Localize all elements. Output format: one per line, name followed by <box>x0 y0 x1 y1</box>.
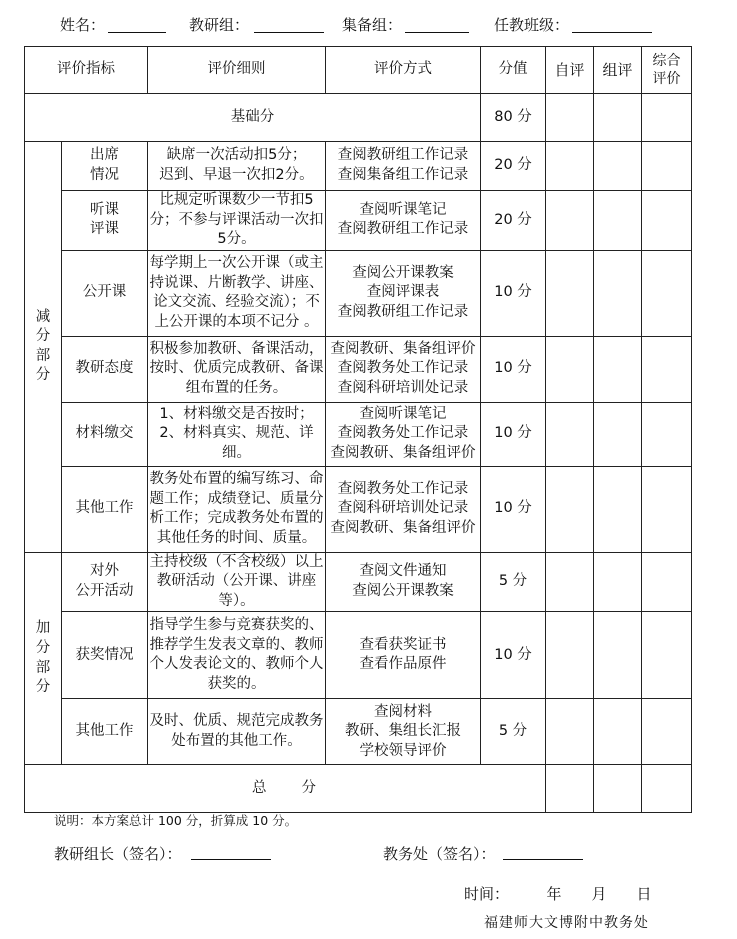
col-detail: 评价细则 <box>148 47 326 94</box>
table-row <box>25 612 692 699</box>
group-eval-cell[interactable] <box>594 142 642 191</box>
indicator: 听课 评课 <box>62 191 148 251</box>
detail: 指导学生参与竞赛获奖的、推荐学生发表文章的、教师个人发表论文的、教师个人获奖的。 <box>148 612 326 699</box>
detail: 比规定听课数少一节扣5分；不参与评课活动一次扣5分。 <box>148 191 326 251</box>
indicator: 教研态度 <box>62 336 148 402</box>
score: 5 分 <box>481 552 546 612</box>
col-overall: 综合 评价 <box>642 47 692 94</box>
group-field[interactable] <box>254 32 324 33</box>
overall-eval-cell[interactable] <box>642 94 692 142</box>
overall-eval-cell[interactable] <box>642 250 692 336</box>
method: 查阅文件通知 查阅公开课教案 <box>326 552 481 612</box>
method: 查阅教研组工作记录 查阅集备组工作记录 <box>326 142 481 191</box>
table-row <box>25 699 692 765</box>
detail: 主持校级（不含校级）以上教研活动（公开课、讲座等）。 <box>148 552 326 612</box>
overall-eval-cell[interactable] <box>642 191 692 251</box>
detail: 及时、优质、规范完成教务处布置的其他工作。 <box>148 699 326 765</box>
col-method: 评价方式 <box>326 47 481 94</box>
bonus-section-label: 加 分 部 分 <box>25 552 62 765</box>
method: 查看获奖证书 查看作品原件 <box>326 612 481 699</box>
self-eval-cell[interactable] <box>546 94 594 142</box>
base-score: 80 分 <box>481 94 546 142</box>
detail: 积极参加教研、备课活动，按时、优质完成教研、备课组布置的任务。 <box>148 336 326 402</box>
table-row <box>25 336 692 402</box>
group-eval-cell[interactable] <box>594 612 642 699</box>
score: 10 分 <box>481 612 546 699</box>
indicator: 材料缴交 <box>62 402 148 466</box>
group-eval-cell[interactable] <box>594 402 642 466</box>
score: 5 分 <box>481 699 546 765</box>
base-label: 基础分 <box>25 94 481 142</box>
table-row <box>25 466 692 552</box>
group-eval-cell[interactable] <box>594 765 642 813</box>
overall-eval-cell[interactable] <box>642 336 692 402</box>
group-eval-cell[interactable] <box>594 94 642 142</box>
overall-eval-cell[interactable] <box>642 466 692 552</box>
score: 10 分 <box>481 336 546 402</box>
table-row <box>25 142 692 191</box>
self-eval-cell[interactable] <box>546 765 594 813</box>
deduct-section-label: 减 分 部 分 <box>25 142 62 553</box>
col-indicator: 评价指标 <box>25 47 148 94</box>
name-field[interactable] <box>108 32 166 33</box>
group-eval-cell[interactable] <box>594 250 642 336</box>
score: 20 分 <box>481 191 546 251</box>
office-sign-field[interactable] <box>503 859 583 860</box>
detail: 缺席一次活动扣5分； 迟到、早退一次扣2分。 <box>148 142 326 191</box>
col-score: 分值 <box>481 47 546 94</box>
evaluation-table <box>24 46 692 813</box>
overall-eval-cell[interactable] <box>642 142 692 191</box>
method: 查阅听课笔记 查阅教研组工作记录 <box>326 191 481 251</box>
self-eval-cell[interactable] <box>546 552 594 612</box>
overall-eval-cell[interactable] <box>642 765 692 813</box>
self-eval-cell[interactable] <box>546 142 594 191</box>
group-eval-cell[interactable] <box>594 466 642 552</box>
total-label: 总 分 <box>25 765 546 813</box>
class-label: 任教班级： <box>494 16 570 34</box>
method: 查阅公开课教案 查阅评课表 查阅教研组工作记录 <box>326 250 481 336</box>
date-line: 时间： 年 月 日 <box>464 885 652 903</box>
table-row <box>25 402 692 466</box>
note: 说明：本方案总计 100 分，折算成 10 分。 <box>54 813 298 828</box>
office-sign-label: 教务处（签名）： <box>383 845 496 863</box>
indicator: 对外 公开活动 <box>62 552 148 612</box>
detail: 1、材料缴交是否按时； 2、材料真实、规范、详细。 <box>148 402 326 466</box>
self-eval-cell[interactable] <box>546 250 594 336</box>
table-row <box>25 250 692 336</box>
method: 查阅听课笔记 查阅教务处工作记录 查阅教研、集备组评价 <box>326 402 481 466</box>
group-eval-cell[interactable] <box>594 336 642 402</box>
col-group: 组评 <box>594 47 642 94</box>
score: 10 分 <box>481 250 546 336</box>
score: 10 分 <box>481 402 546 466</box>
self-eval-cell[interactable] <box>546 466 594 552</box>
group-eval-cell[interactable] <box>594 552 642 612</box>
group-eval-cell[interactable] <box>594 191 642 251</box>
score: 20 分 <box>481 142 546 191</box>
header-row <box>25 47 692 94</box>
table-row <box>25 552 692 612</box>
method: 查阅材料 教研、集组长汇报 学校领导评价 <box>326 699 481 765</box>
overall-eval-cell[interactable] <box>642 402 692 466</box>
indicator: 出席 情况 <box>62 142 148 191</box>
total-row <box>25 765 692 813</box>
overall-eval-cell[interactable] <box>642 552 692 612</box>
prep-label: 集备组： <box>342 16 403 34</box>
indicator: 获奖情况 <box>62 612 148 699</box>
self-eval-cell[interactable] <box>546 191 594 251</box>
group-label: 教研组： <box>189 16 250 34</box>
self-eval-cell[interactable] <box>546 336 594 402</box>
method: 查阅教务处工作记录 查阅科研培训处记录 查阅教研、集备组评价 <box>326 466 481 552</box>
prep-field[interactable] <box>405 32 469 33</box>
overall-eval-cell[interactable] <box>642 612 692 699</box>
indicator: 公开课 <box>62 250 148 336</box>
overall-eval-cell[interactable] <box>642 699 692 765</box>
base-row <box>25 94 692 142</box>
self-eval-cell[interactable] <box>546 612 594 699</box>
group-eval-cell[interactable] <box>594 699 642 765</box>
detail: 教务处布置的编写练习、命题工作；成绩登记、质量分析工作；完成教务处布置的其他任务的时间、质量。 <box>148 466 326 552</box>
self-eval-cell[interactable] <box>546 699 594 765</box>
leader-sign-field[interactable] <box>191 859 271 860</box>
name-label: 姓名： <box>60 16 106 34</box>
issuer: 福建师大文博附中教务处 <box>484 915 649 931</box>
score: 10 分 <box>481 466 546 552</box>
table-row <box>25 191 692 251</box>
detail: 每学期上一次公开课（或主持说课、片断教学、讲座、论文交流、经验交流）；不上公开课的本项不记分 。 <box>148 250 326 336</box>
indicator: 其他工作 <box>62 466 148 552</box>
method: 查阅教研、集备组评价 查阅教务处工作记录 查阅科研培训处记录 <box>326 336 481 402</box>
class-field[interactable] <box>572 32 652 33</box>
leader-sign-label: 教研组长（签名）： <box>54 845 182 863</box>
indicator: 其他工作 <box>62 699 148 765</box>
self-eval-cell[interactable] <box>546 402 594 466</box>
col-self: 自评 <box>546 47 594 94</box>
